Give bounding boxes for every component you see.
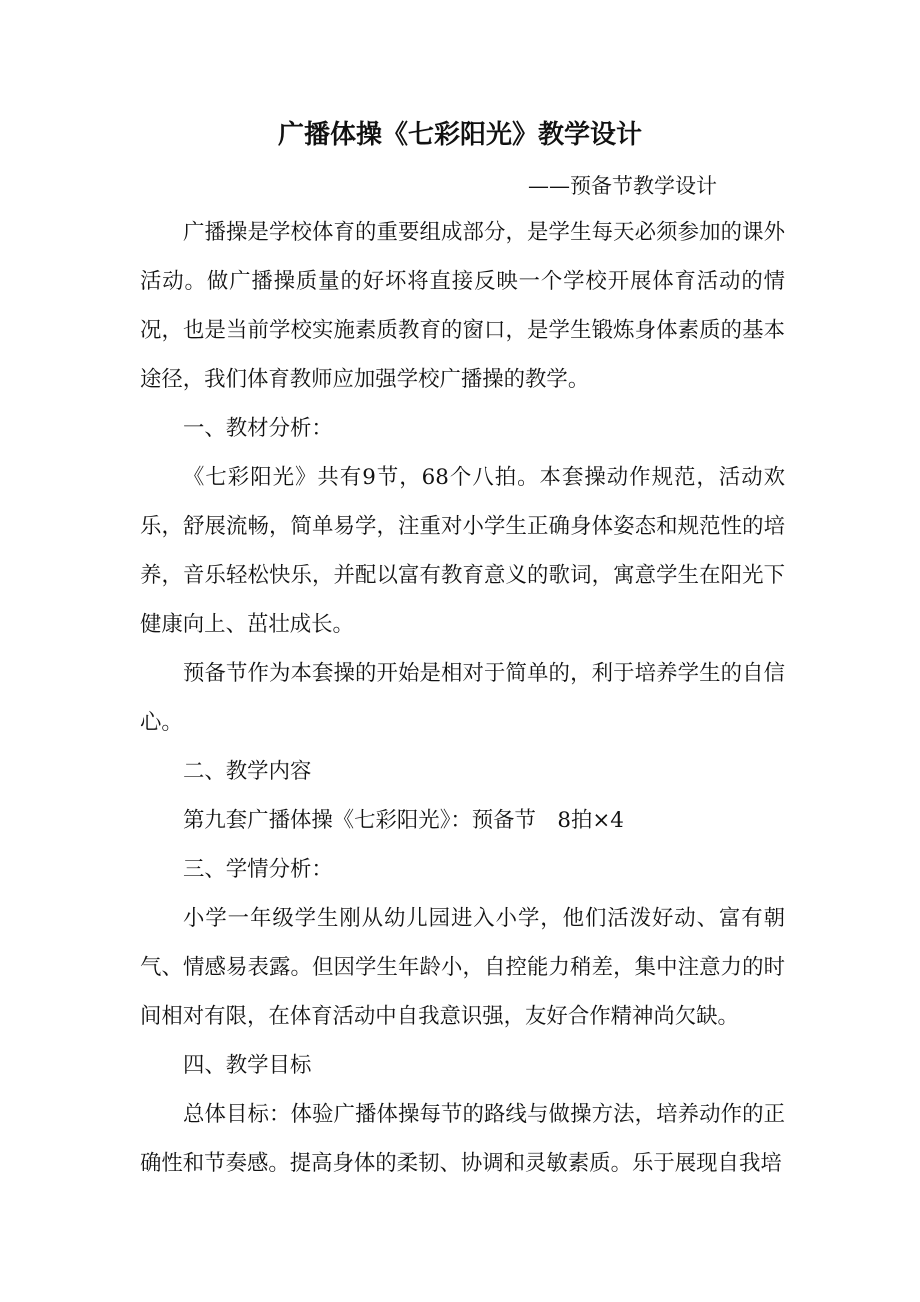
document-subtitle: ——预备节教学设计 xyxy=(528,174,717,198)
document-title: 广播体操《七彩阳光》教学设计 xyxy=(277,120,642,150)
paragraph-intro: 广播操是学校体育的重要组成部分，是学生每天必须参加的课外活动。做广播操质量的好坏将直接反映一个学校开展体育活动的情况，也是当前学校实施素质教育的窗口，是学生锻炼身体素质的基本途径，我们体育教师应加强学校广播操的教学。 xyxy=(140,220,785,392)
section-heading-teaching-content: 二、教学内容 xyxy=(183,759,312,784)
section-heading-learner-analysis: 三、学情分析： xyxy=(183,857,333,882)
document-body xyxy=(140,208,785,1188)
section-heading-teaching-goals: 四、教学目标 xyxy=(183,1053,312,1078)
section-heading-material-analysis: 一、教材分析： xyxy=(183,416,333,441)
paragraph-learner-analysis: 小学一年级学生刚从幼儿园进入小学，他们活泼好动、富有朝气、情感易表露。但因学生年龄小，自控能力稍差，集中注意力的时间相对有限，在体育活动中自我意识强，友好合作精神尚欠缺。 xyxy=(140,906,785,1029)
paragraph-material-analysis: 《七彩阳光》共有9节，68个八拍。本套操动作规范，活动欢乐，舒展流畅，简单易学，注重对小学生正确身体姿态和规范性的培养，音乐轻松快乐，并配以富有教育意义的歌词，寓意学生在阳光下健康向上、茁壮成长。 xyxy=(140,465,785,637)
paragraph-teaching-content: 第九套广播体操《七彩阳光》：预备节 8拍×4 xyxy=(183,808,624,833)
paragraph-overall-goal: 总体目标：体验广播体操每节的路线与做操方法，培养动作的正确性和节奏感。提高身体的柔韧、协调和灵敏素质。乐于展现自我培 xyxy=(140,1102,785,1176)
paragraph-preparation-section: 预备节作为本套操的开始是相对于简单的，利于培养学生的自信心。 xyxy=(140,661,785,735)
